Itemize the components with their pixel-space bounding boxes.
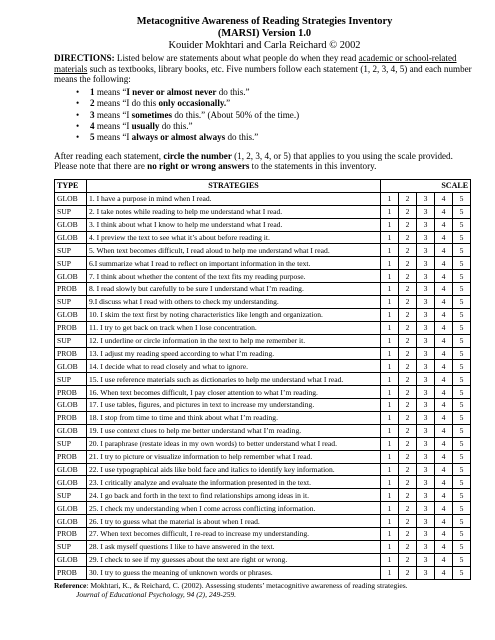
scale-option-2[interactable]: 2 (399, 270, 417, 283)
strategies-column-header: STRATEGIES (87, 180, 381, 193)
strategy-statement-cell: 4. I preview the text to see what it’s about before reading it. (87, 231, 381, 244)
table-row (55, 502, 471, 515)
scale-meaning-text: do this.” (216, 86, 250, 97)
strategy-type-cell: GLOB (55, 231, 87, 244)
scale-meaning-text: means “I (94, 109, 132, 120)
strategy-statement-cell: 24. I go back and forth in the text to find relationships among ideas in it. (87, 489, 381, 502)
table-row (55, 528, 471, 541)
scale-option-1[interactable]: 1 (381, 257, 399, 270)
scale-option-4[interactable]: 4 (435, 476, 453, 489)
table-row (55, 257, 471, 270)
strategy-type-cell: GLOB (55, 553, 87, 566)
table-row (55, 205, 471, 218)
scale-option-2[interactable]: 2 (399, 283, 417, 296)
table-body (55, 192, 471, 579)
scale-option-3[interactable]: 3 (417, 218, 435, 231)
scale-option-2[interactable]: 2 (399, 218, 417, 231)
strategy-type-cell: GLOB (55, 192, 87, 205)
scale-option-4[interactable]: 4 (435, 321, 453, 334)
scale-option-3[interactable]: 3 (417, 296, 435, 309)
scale-option-5[interactable]: 5 (453, 270, 471, 283)
strategy-statement-cell: 25. I check my understanding when I come across conflicting information. (87, 502, 381, 515)
strategy-type-cell: GLOB (55, 360, 87, 373)
scale-option-1[interactable]: 1 (381, 528, 399, 541)
table-row (55, 270, 471, 283)
strategy-statement-cell: 13. I adjust my reading speed according to what I’m reading. (87, 347, 381, 360)
strategy-type-cell: GLOB (55, 502, 87, 515)
table-row (55, 244, 471, 257)
strategies-table (54, 179, 471, 580)
strategy-type-cell: PROB (55, 321, 87, 334)
scale-meaning-item (90, 98, 475, 109)
strategy-statement-cell: 23. I critically analyze and evaluate the information presented in the text. (87, 476, 381, 489)
scale-option-5[interactable]: 5 (453, 540, 471, 553)
strategy-type-cell: GLOB (55, 270, 87, 283)
scale-option-4[interactable]: 4 (435, 360, 453, 373)
strategy-statement-cell: 2. I take notes while reading to help me understand what I read. (87, 205, 381, 218)
scale-option-4[interactable]: 4 (435, 347, 453, 360)
table-row (55, 347, 471, 360)
table-row (55, 515, 471, 528)
scale-option-3[interactable]: 3 (417, 257, 435, 270)
scale-option-4[interactable]: 4 (435, 334, 453, 347)
directions-text-2: such as textbooks, library books, etc. Five numbers follow each statement (1, 2, 3, 4, 5) and each number means the following: (54, 63, 472, 85)
scale-option-5[interactable]: 5 (453, 489, 471, 502)
instructions-bold: no right or wrong answers (147, 161, 250, 172)
scale-option-1[interactable]: 1 (381, 373, 399, 386)
scale-option-2[interactable]: 2 (399, 244, 417, 257)
scale-option-3[interactable]: 3 (417, 450, 435, 463)
reference-citation (54, 581, 484, 599)
scale-option-4[interactable]: 4 (435, 450, 453, 463)
scale-option-2[interactable]: 2 (399, 450, 417, 463)
strategy-statement-cell: 30. I try to guess the meaning of unknown words or phrases. (87, 566, 381, 579)
scale-option-1[interactable]: 1 (381, 502, 399, 515)
scale-option-4[interactable]: 4 (435, 489, 453, 502)
scale-option-2[interactable]: 2 (399, 476, 417, 489)
scale-option-1[interactable]: 1 (381, 553, 399, 566)
strategy-statement-cell: 20. I paraphrase (restate ideas in my own words) to better understand what I read. (87, 437, 381, 450)
scale-option-4[interactable]: 4 (435, 257, 453, 270)
scale-option-2[interactable]: 2 (399, 308, 417, 321)
scale-option-4[interactable]: 4 (435, 412, 453, 425)
scale-option-3[interactable]: 3 (417, 244, 435, 257)
scale-option-2[interactable]: 2 (399, 257, 417, 270)
scale-option-5[interactable]: 5 (453, 360, 471, 373)
scale-option-1[interactable]: 1 (381, 515, 399, 528)
scale-option-1[interactable]: 1 (381, 308, 399, 321)
strategy-statement-cell: 8. I read slowly but carefully to be sure I understand what I’m reading. (87, 283, 381, 296)
table-row (55, 540, 471, 553)
scale-meaning-text: do this.” (159, 121, 193, 131)
strategy-type-cell: SUP (55, 296, 87, 309)
scale-meaning-bold: I never or almost never (126, 86, 217, 97)
table-row (55, 386, 471, 399)
scale-option-4[interactable]: 4 (435, 566, 453, 579)
scale-option-5[interactable]: 5 (453, 399, 471, 412)
table-row (55, 373, 471, 386)
table-row (55, 192, 471, 205)
scale-option-1[interactable]: 1 (381, 566, 399, 579)
scale-meaning-bold: always or almost always (131, 132, 226, 143)
strategy-type-cell: SUP (55, 257, 87, 270)
scale-option-1[interactable]: 1 (381, 489, 399, 502)
strategy-statement-cell: 27. When text becomes difficult, I re-read to increase my understanding. (87, 528, 381, 541)
table-row (55, 360, 471, 373)
table-row (55, 437, 471, 450)
table-row (55, 412, 471, 425)
scale-option-5[interactable]: 5 (453, 192, 471, 205)
scale-meaning-item (90, 132, 475, 143)
scale-option-2[interactable]: 2 (399, 296, 417, 309)
reference-journal: Journal of Educational Psychology, 94 (2), 249-259. (76, 589, 237, 599)
scale-option-2[interactable]: 2 (399, 412, 417, 425)
scale-number: 5 (90, 132, 95, 143)
strategy-statement-cell: 15. I use reference materials such as dictionaries to help me understand what I read. (87, 373, 381, 386)
table-row (55, 399, 471, 412)
scale-option-5[interactable]: 5 (453, 231, 471, 244)
strategy-type-cell: SUP (55, 489, 87, 502)
strategy-type-cell: PROB (55, 528, 87, 541)
scale-option-5[interactable]: 5 (453, 308, 471, 321)
scale-option-3[interactable]: 3 (417, 424, 435, 437)
scale-option-3[interactable]: 3 (417, 515, 435, 528)
scale-option-3[interactable]: 3 (417, 528, 435, 541)
strategy-type-cell: GLOB (55, 515, 87, 528)
scale-option-1[interactable]: 1 (381, 218, 399, 231)
scale-option-3[interactable]: 3 (417, 566, 435, 579)
scale-option-2[interactable]: 2 (399, 553, 417, 566)
scale-option-3[interactable]: 3 (417, 205, 435, 218)
scale-number: 2 (90, 98, 95, 109)
scale-option-2[interactable]: 2 (399, 489, 417, 502)
directions-label: DIRECTIONS: (54, 53, 115, 63)
scale-option-1[interactable]: 1 (381, 334, 399, 347)
scale-meaning-list (54, 87, 475, 144)
table-row (55, 424, 471, 437)
strategy-statement-cell: 5. When text becomes difficult, I read aloud to help me understand what I read. (87, 244, 381, 257)
scale-option-5[interactable]: 5 (453, 450, 471, 463)
scale-option-5[interactable]: 5 (453, 283, 471, 296)
scale-option-3[interactable]: 3 (417, 502, 435, 515)
scale-option-2[interactable]: 2 (399, 192, 417, 205)
strategy-statement-cell: 17. I use tables, figures, and pictures in text to increase my understanding. (87, 399, 381, 412)
scale-option-1[interactable]: 1 (381, 296, 399, 309)
scale-meaning-text: means “I do this (94, 98, 159, 109)
scale-option-2[interactable]: 2 (399, 463, 417, 476)
scale-option-5[interactable]: 5 (453, 296, 471, 309)
scale-meaning-text: do this.” (225, 132, 259, 143)
scale-option-2[interactable]: 2 (399, 231, 417, 244)
scale-option-2[interactable]: 2 (399, 321, 417, 334)
scale-option-5[interactable]: 5 (453, 218, 471, 231)
strategy-statement-cell: 12. I underline or circle information in the text to help me remember it. (87, 334, 381, 347)
scale-option-3[interactable]: 3 (417, 347, 435, 360)
strategy-statement-cell: 14. I decide what to read closely and what to ignore. (87, 360, 381, 373)
table-row (55, 566, 471, 579)
strategy-statement-cell: 10. I skim the text first by noting characteristics like length and organization. (87, 308, 381, 321)
strategy-statement-cell: 3. I think about what I know to help me understand what I read. (87, 218, 381, 231)
strategy-type-cell: SUP (55, 205, 87, 218)
scale-option-2[interactable]: 2 (399, 373, 417, 386)
scale-option-2[interactable]: 2 (399, 437, 417, 450)
document-title: Metacognitive Awareness of Reading Strategies Inventory (136, 16, 393, 27)
scale-option-1[interactable]: 1 (381, 437, 399, 450)
scale-option-4[interactable]: 4 (435, 502, 453, 515)
scale-option-1[interactable]: 1 (381, 205, 399, 218)
scale-option-1[interactable]: 1 (381, 463, 399, 476)
scale-option-5[interactable]: 5 (453, 553, 471, 566)
scale-option-3[interactable]: 3 (417, 308, 435, 321)
table-row (55, 489, 471, 502)
directions-paragraph (54, 53, 475, 85)
strategy-statement-cell: 18. I stop from time to time and think about what I’m reading. (87, 412, 381, 425)
scale-option-1[interactable]: 1 (381, 283, 399, 296)
scale-option-5[interactable]: 5 (453, 566, 471, 579)
scale-option-5[interactable]: 5 (453, 347, 471, 360)
scale-option-2[interactable]: 2 (399, 205, 417, 218)
scale-option-3[interactable]: 3 (417, 386, 435, 399)
scale-option-3[interactable]: 3 (417, 412, 435, 425)
scale-option-3[interactable]: 3 (417, 283, 435, 296)
scale-option-3[interactable]: 3 (417, 321, 435, 334)
scale-option-3[interactable]: 3 (417, 489, 435, 502)
strategy-type-cell: GLOB (55, 399, 87, 412)
table-row (55, 321, 471, 334)
scale-number: 4 (90, 121, 95, 131)
scale-option-2[interactable]: 2 (399, 399, 417, 412)
scale-option-5[interactable]: 5 (453, 515, 471, 528)
table-row (55, 231, 471, 244)
scale-option-4[interactable]: 4 (435, 231, 453, 244)
scale-option-3[interactable]: 3 (417, 540, 435, 553)
scale-option-1[interactable]: 1 (381, 399, 399, 412)
strategy-statement-cell: 11. I try to get back on track when I lose concentration. (87, 321, 381, 334)
scale-option-2[interactable]: 2 (399, 566, 417, 579)
scale-option-5[interactable]: 5 (453, 373, 471, 386)
document-version: (MARSI) Version 1.0 (217, 28, 312, 39)
scale-option-1[interactable]: 1 (381, 192, 399, 205)
scale-option-3[interactable]: 3 (417, 463, 435, 476)
strategy-statement-cell: 22. I use typographical aids like bold face and italics to identify key information. (87, 463, 381, 476)
strategy-type-cell: GLOB (55, 424, 87, 437)
scale-option-5[interactable]: 5 (453, 321, 471, 334)
strategy-statement-cell: 19. I use context clues to help me better understand what I’m reading. (87, 424, 381, 437)
scale-option-1[interactable]: 1 (381, 231, 399, 244)
scale-option-4[interactable]: 4 (435, 528, 453, 541)
scale-meaning-bold: sometimes (131, 109, 173, 120)
instructions-text: After reading each statement, (54, 150, 164, 161)
scale-option-4[interactable]: 4 (435, 386, 453, 399)
scale-option-1[interactable]: 1 (381, 386, 399, 399)
scale-option-2[interactable]: 2 (399, 334, 417, 347)
scale-meaning-text: means “I (94, 121, 132, 131)
scale-option-5[interactable]: 5 (453, 205, 471, 218)
strategy-type-cell: GLOB (55, 476, 87, 489)
strategy-type-cell: SUP (55, 244, 87, 257)
reference-text: : Mokhtari, K., & Reichard, C. (2002). Assessing students’ metacognitive awareness of reading strategies. (86, 580, 408, 590)
scale-option-1[interactable]: 1 (381, 244, 399, 257)
scale-option-2[interactable]: 2 (399, 360, 417, 373)
table-row (55, 450, 471, 463)
scale-option-3[interactable]: 3 (417, 437, 435, 450)
scale-option-4[interactable]: 4 (435, 553, 453, 566)
scale-option-4[interactable]: 4 (435, 296, 453, 309)
scale-option-4[interactable]: 4 (435, 399, 453, 412)
scale-option-1[interactable]: 1 (381, 347, 399, 360)
scale-option-1[interactable]: 1 (381, 424, 399, 437)
scale-option-5[interactable]: 5 (453, 386, 471, 399)
scale-option-3[interactable]: 3 (417, 373, 435, 386)
scale-option-2[interactable]: 2 (399, 540, 417, 553)
scale-number: 1 (90, 86, 95, 97)
strategy-type-cell: SUP (55, 437, 87, 450)
scale-option-5[interactable]: 5 (453, 463, 471, 476)
strategy-statement-cell: 26. I try to guess what the material is about when I read. (87, 515, 381, 528)
scale-meaning-bold: only occasionally. (158, 98, 227, 109)
instructions-bold: circle the number (163, 150, 232, 161)
table-row (55, 553, 471, 566)
strategy-type-cell: GLOB (55, 463, 87, 476)
scale-option-5[interactable]: 5 (453, 424, 471, 437)
scale-option-4[interactable]: 4 (435, 373, 453, 386)
strategy-type-cell: SUP (55, 540, 87, 553)
scale-option-4[interactable]: 4 (435, 244, 453, 257)
scale-option-4[interactable]: 4 (435, 308, 453, 321)
strategy-type-cell: PROB (55, 347, 87, 360)
strategy-type-cell: GLOB (55, 308, 87, 321)
scale-option-5[interactable]: 5 (453, 528, 471, 541)
scale-option-2[interactable]: 2 (399, 424, 417, 437)
scale-column-header: SCALE (381, 180, 471, 193)
scale-option-3[interactable]: 3 (417, 270, 435, 283)
scale-option-5[interactable]: 5 (453, 257, 471, 270)
strategy-type-cell: PROB (55, 386, 87, 399)
table-row (55, 476, 471, 489)
strategy-statement-cell: 28. I ask myself questions I like to have answered in the text. (87, 540, 381, 553)
strategy-type-cell: PROB (55, 450, 87, 463)
scale-option-4[interactable]: 4 (435, 192, 453, 205)
scale-option-1[interactable]: 1 (381, 270, 399, 283)
type-column-header: TYPE (55, 180, 87, 193)
scale-option-5[interactable]: 5 (453, 334, 471, 347)
scale-option-1[interactable]: 1 (381, 412, 399, 425)
strategy-type-cell: PROB (55, 566, 87, 579)
scale-meaning-item (90, 121, 475, 132)
table-row (55, 308, 471, 321)
scale-meaning-bold: usually (131, 121, 160, 131)
scale-option-2[interactable]: 2 (399, 515, 417, 528)
strategy-type-cell: SUP (55, 373, 87, 386)
strategy-statement-cell: 16. When text becomes difficult, I pay closer attention to what I’m reading. (87, 386, 381, 399)
scale-option-4[interactable]: 4 (435, 205, 453, 218)
scale-option-3[interactable]: 3 (417, 476, 435, 489)
scale-meaning-text: means “ (94, 86, 127, 97)
scale-option-4[interactable]: 4 (435, 283, 453, 296)
directions-text-1: Listed below are statements about what people do when they read (114, 53, 359, 63)
scale-option-5[interactable]: 5 (453, 476, 471, 489)
scale-option-2[interactable]: 2 (399, 386, 417, 399)
scale-option-3[interactable]: 3 (417, 192, 435, 205)
scale-option-3[interactable]: 3 (417, 399, 435, 412)
scale-option-5[interactable]: 5 (453, 437, 471, 450)
strategy-statement-cell: 29. I check to see if my guesses about the text are right or wrong. (87, 553, 381, 566)
scale-option-5[interactable]: 5 (453, 412, 471, 425)
scale-option-1[interactable]: 1 (381, 476, 399, 489)
reference-label: Reference (54, 580, 87, 590)
scale-option-1[interactable]: 1 (381, 450, 399, 463)
scale-option-4[interactable]: 4 (435, 270, 453, 283)
strategy-type-cell: PROB (55, 412, 87, 425)
strategy-statement-cell: 6.I summarize what I read to reflect on important information in the text. (87, 257, 381, 270)
scale-meaning-text: means “I (94, 132, 132, 143)
scale-option-2[interactable]: 2 (399, 347, 417, 360)
instructions-text: (1, 2, 3, 4, or 5) that applies to you using the scale provided. Please note that there are (54, 150, 453, 172)
scale-option-2[interactable]: 2 (399, 528, 417, 541)
scale-option-3[interactable]: 3 (417, 231, 435, 244)
instructions-text: to the statements in this inventory. (249, 161, 377, 172)
scale-option-4[interactable]: 4 (435, 218, 453, 231)
strategy-type-cell: GLOB (55, 218, 87, 231)
scale-option-1[interactable]: 1 (381, 360, 399, 373)
scale-meaning-text: do this.” (About 50% of the time.) (172, 109, 300, 120)
scale-option-4[interactable]: 4 (435, 463, 453, 476)
scale-option-4[interactable]: 4 (435, 437, 453, 450)
scale-option-3[interactable]: 3 (417, 360, 435, 373)
scale-option-5[interactable]: 5 (453, 502, 471, 515)
directions-underlined: academic or school-related materials (54, 53, 457, 74)
table-row (55, 283, 471, 296)
strategy-type-cell: SUP (55, 334, 87, 347)
scale-option-4[interactable]: 4 (435, 540, 453, 553)
scale-meaning-item (90, 87, 475, 98)
table-header-row (55, 180, 471, 193)
scale-option-5[interactable]: 5 (453, 244, 471, 257)
scale-option-1[interactable]: 1 (381, 540, 399, 553)
strategy-statement-cell: 9.I discuss what I read with others to check my understanding. (87, 296, 381, 309)
strategy-statement-cell: 7. I think about whether the content of the text fits my reading purpose. (87, 270, 381, 283)
scale-option-2[interactable]: 2 (399, 502, 417, 515)
table-row (55, 334, 471, 347)
scale-meaning-item (90, 110, 475, 121)
table-row (55, 463, 471, 476)
instructions-paragraph (54, 151, 475, 172)
scale-option-4[interactable]: 4 (435, 424, 453, 437)
scale-meaning-text: ” (226, 98, 231, 109)
scale-option-3[interactable]: 3 (417, 334, 435, 347)
strategy-statement-cell: 21. I try to picture or visualize information to help remember what I read. (87, 450, 381, 463)
table-row (55, 296, 471, 309)
strategy-statement-cell: 1. I have a purpose in mind when I read. (87, 192, 381, 205)
strategy-type-cell: PROB (55, 283, 87, 296)
document-authors: Kouider Mokhtari and Carla Reichard © 2002 (168, 40, 361, 51)
scale-option-3[interactable]: 3 (417, 553, 435, 566)
scale-option-1[interactable]: 1 (381, 321, 399, 334)
scale-option-4[interactable]: 4 (435, 515, 453, 528)
table-row (55, 218, 471, 231)
scale-number: 3 (90, 109, 95, 120)
